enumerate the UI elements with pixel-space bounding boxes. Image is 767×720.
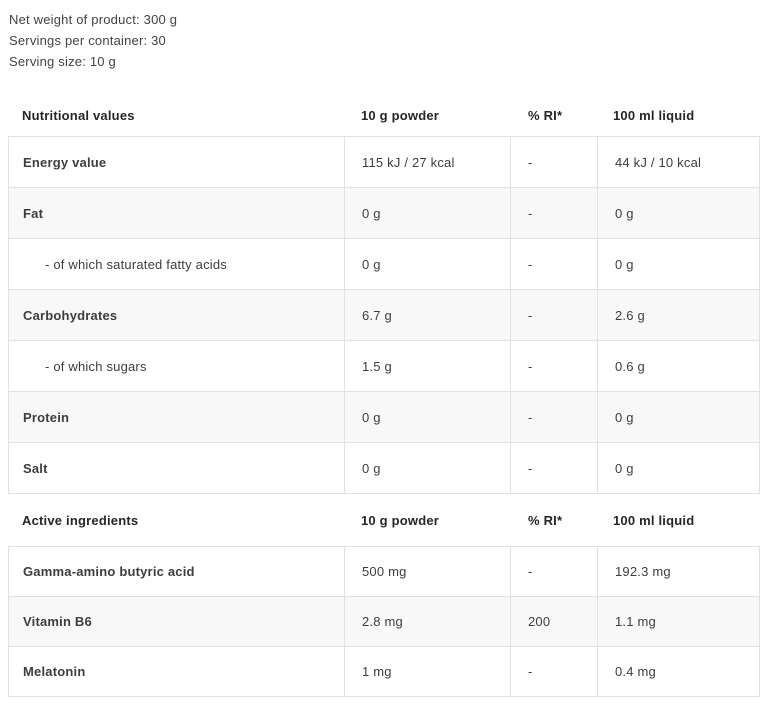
product-info-block [0,9,767,72]
cell-powder: 1.5 g [345,341,511,392]
row-label: Protein [9,392,345,443]
table-row-sugars [9,341,760,392]
row-label: - of which saturated fatty acids [9,239,345,290]
cell-ri: 200 [511,597,598,647]
nutrition-table [8,136,760,494]
cell-liquid: 0.4 mg [598,647,760,697]
servings-per-container-text: Servings per container: 30 [9,33,166,48]
cell-liquid: 0.6 g [598,341,760,392]
row-label: - of which sugars [9,341,345,392]
header-active-ingredients: Active ingredients [22,512,139,528]
cell-ri: - [511,647,598,697]
cell-powder: 1 mg [345,647,511,697]
cell-ri: - [511,239,598,290]
cell-powder: 0 g [345,239,511,290]
cell-liquid: 1.1 mg [598,597,760,647]
serving-size-text: Serving size: 10 g [9,54,116,69]
row-label: Vitamin B6 [9,597,345,647]
cell-liquid: 192.3 mg [598,547,760,597]
header-percent-ri: % RI* [528,108,563,123]
table-row-melatonin [9,647,760,697]
cell-ri: - [511,443,598,494]
table-row-gaba [9,547,760,597]
header-100ml-liquid: 100 ml liquid [613,108,695,123]
cell-ri: - [511,547,598,597]
ingredients-table [8,546,760,697]
row-label: Melatonin [9,647,345,697]
cell-powder: 0 g [345,188,511,239]
table-row-saturated-fatty-acids [9,239,760,290]
cell-powder: 0 g [345,392,511,443]
cell-powder: 500 mg [345,547,511,597]
header-nutritional-values: Nutritional values [22,108,135,123]
cell-liquid: 0 g [598,188,760,239]
row-label: Carbohydrates [9,290,345,341]
table-row-energy-value [9,137,760,188]
cell-liquid: 0 g [598,392,760,443]
cell-ri: - [511,137,598,188]
cell-liquid: 44 kJ / 10 kcal [598,137,760,188]
cell-powder: 115 kJ / 27 kcal [345,137,511,188]
header-100ml-liquid: 100 ml liquid [613,512,695,528]
table-row-vitamin-b6 [9,597,760,647]
cell-ri: - [511,290,598,341]
cell-liquid: 0 g [598,443,760,494]
row-label: Energy value [9,137,345,188]
cell-ri: - [511,341,598,392]
nutrition-table-header-row [8,95,759,136]
header-10g-powder: 10 g powder [361,512,440,528]
table-row-carbohydrates [9,290,760,341]
row-label: Salt [9,443,345,494]
table-row-fat [9,188,760,239]
ingredients-table-header-row [8,494,759,546]
row-label: Fat [9,188,345,239]
table-row-salt [9,443,760,494]
cell-powder: 6.7 g [345,290,511,341]
cell-liquid: 2.6 g [598,290,760,341]
header-10g-powder: 10 g powder [361,108,440,123]
row-label: Gamma-amino butyric acid [9,547,345,597]
cell-liquid: 0 g [598,239,760,290]
net-weight-text: Net weight of product: 300 g [9,12,178,27]
cell-powder: 2.8 mg [345,597,511,647]
cell-ri: - [511,392,598,443]
table-row-protein [9,392,760,443]
header-percent-ri: % RI* [528,512,563,528]
cell-powder: 0 g [345,443,511,494]
cell-ri: - [511,188,598,239]
